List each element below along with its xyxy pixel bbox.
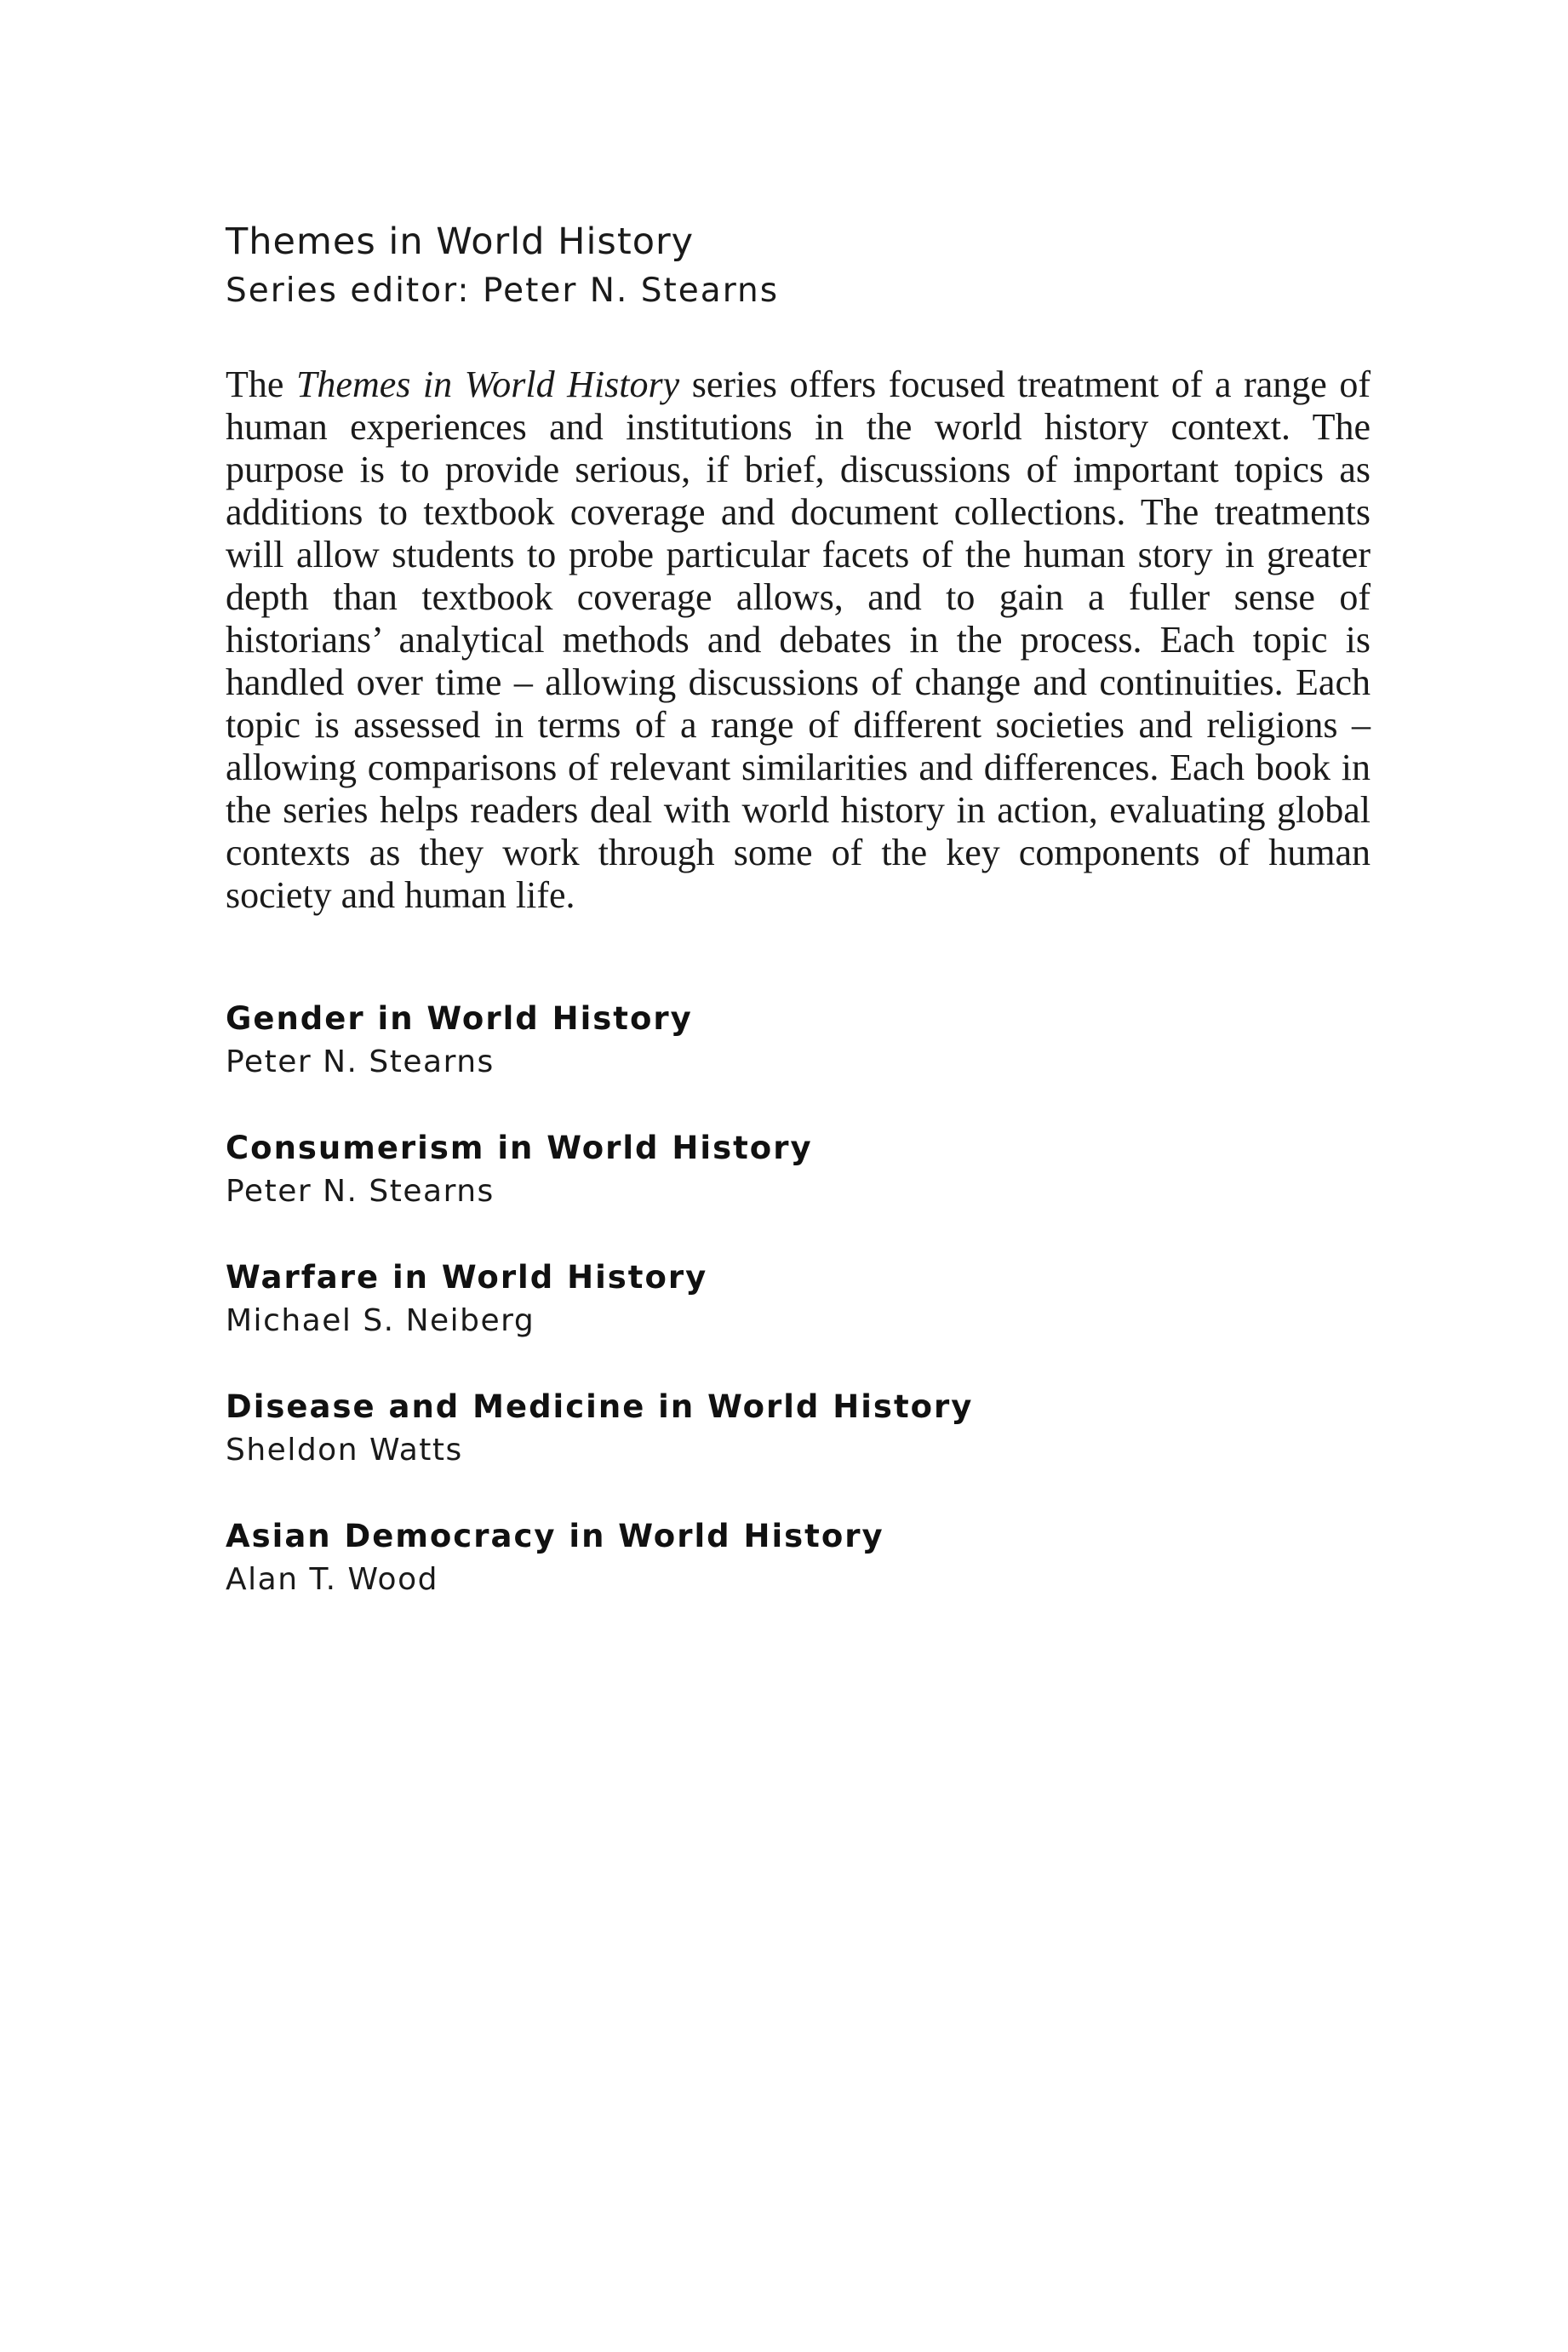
book-author: Alan T. Wood [226,1562,438,1597]
book-list [226,997,1371,1601]
book-title: Gender in World History [226,1000,693,1037]
book-author: Michael S. Neiberg [226,1303,535,1338]
book-title: Warfare in World History [226,1259,708,1296]
book-entry [226,1385,1371,1472]
book-title: Consumerism in World History [226,1130,813,1166]
series-editor: Series editor: Peter N. Stearns [226,272,780,310]
book-entry [226,1256,1371,1342]
book-entry [226,1126,1371,1213]
description-lead: The [226,363,296,405]
series-description [226,363,1371,917]
book-title: Asian Democracy in World History [226,1518,884,1554]
book-entry [226,997,1371,1084]
book-author: Peter N. Stearns [226,1044,495,1079]
series-header [226,217,1371,316]
book-title: Disease and Medicine in World History [226,1388,974,1425]
description-body: series offers focused treatment of a range of human experiences and institutions in the world history context. The purpose is to provide serious, if brief, discussions of important topics as additions to textbook coverage and document collections. The treatments will allow students to probe particular facets of the human story in greater depth than textbook coverage allows, and to gain a fuller sense of historians’ analytical methods and debates in the process. Each topic is handled over time – allowing discussions of change and continuities. Each topic is assessed in terms of a range of different societies and religions – allowing comparisons of relevant similarities and differences. Each book in the series helps readers deal with world history in action, evaluating global contexts as they work through some of the key components of human society and human life. [226,363,1371,916]
book-author: Peter N. Stearns [226,1174,495,1209]
book-entry [226,1514,1371,1601]
series-title: Themes in World History [226,220,695,263]
page-content [226,217,1371,1644]
description-series-name: Themes in World History [295,363,680,405]
book-author: Sheldon Watts [226,1433,463,1468]
